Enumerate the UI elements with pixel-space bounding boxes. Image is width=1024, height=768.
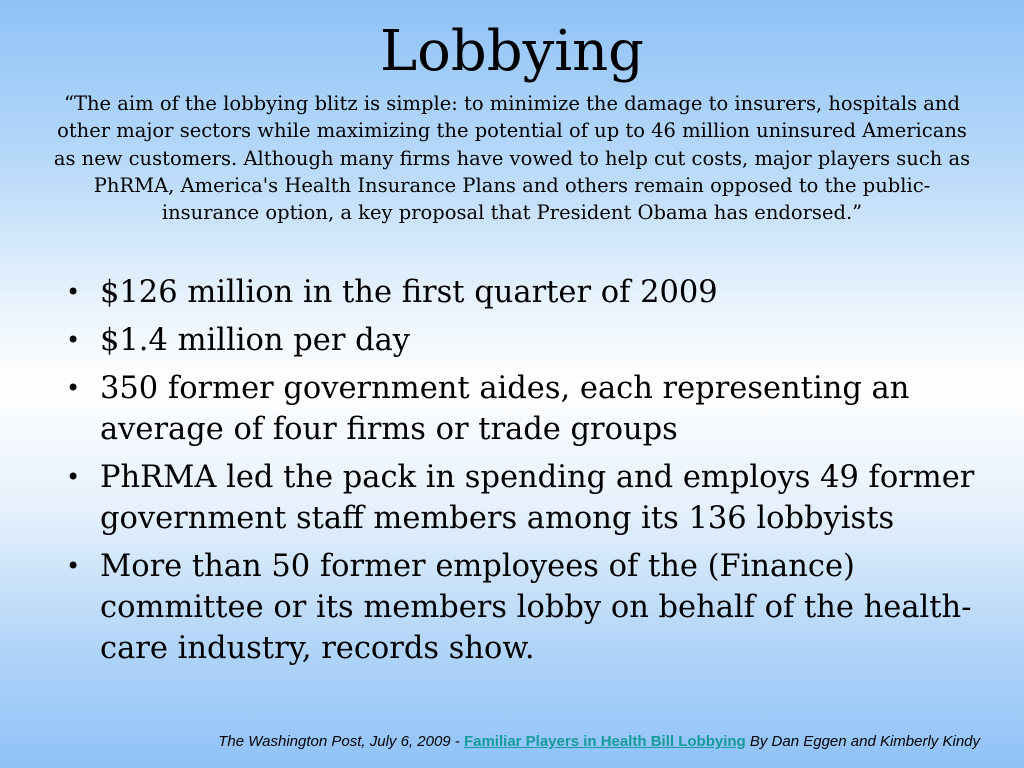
- bullet-text: $1.4 million per day: [100, 323, 411, 358]
- bullet-item: [58, 368, 978, 450]
- quote-text: “The aim of the lobbying blitz is simple: to minimize the damage to insurers, hospitals and other major sectors while maximizing the potential of up to 46 million uninsured Americans as new customers. Although many firms have vowed to help cut costs, major players such as PhRMA, America's Health Insurance Plans and others remain opposed to the public-insurance option, a key proposal that President Obama has endorsed.”: [53, 92, 971, 225]
- bullet-text: PhRMA led the pack in spending and employs 49 former government staff members among its 136 lobbyists: [100, 460, 975, 536]
- bullet-item: [58, 546, 978, 669]
- slide-title: Lobbying: [379, 19, 645, 84]
- bullet-text: $126 million in the first quarter of 2009: [100, 275, 718, 310]
- citation-source: The Washington Post, July 6, 2009 -: [218, 733, 464, 750]
- citation-authors: By Dan Eggen and Kimberly Kindy: [745, 733, 980, 750]
- citation: [218, 732, 980, 752]
- bullet-icon: •: [66, 326, 81, 354]
- bullet-icon: •: [66, 374, 81, 402]
- article-link[interactable]: Familiar Players in Health Bill Lobbying: [463, 733, 746, 750]
- bullet-icon: •: [66, 463, 81, 491]
- bullet-item: [58, 272, 978, 313]
- bullet-item: [58, 457, 978, 539]
- bullet-icon: •: [66, 552, 81, 580]
- bullet-icon: •: [66, 278, 81, 306]
- bullet-item: [58, 320, 978, 361]
- bullet-text: 350 former government aides, each representing an average of four firms or trade groups: [100, 371, 910, 447]
- bullet-text: More than 50 former employees of the (Finance) committee or its members lobby on behalf of the health-care industry, records show.: [100, 549, 972, 666]
- bullet-list: [58, 272, 978, 676]
